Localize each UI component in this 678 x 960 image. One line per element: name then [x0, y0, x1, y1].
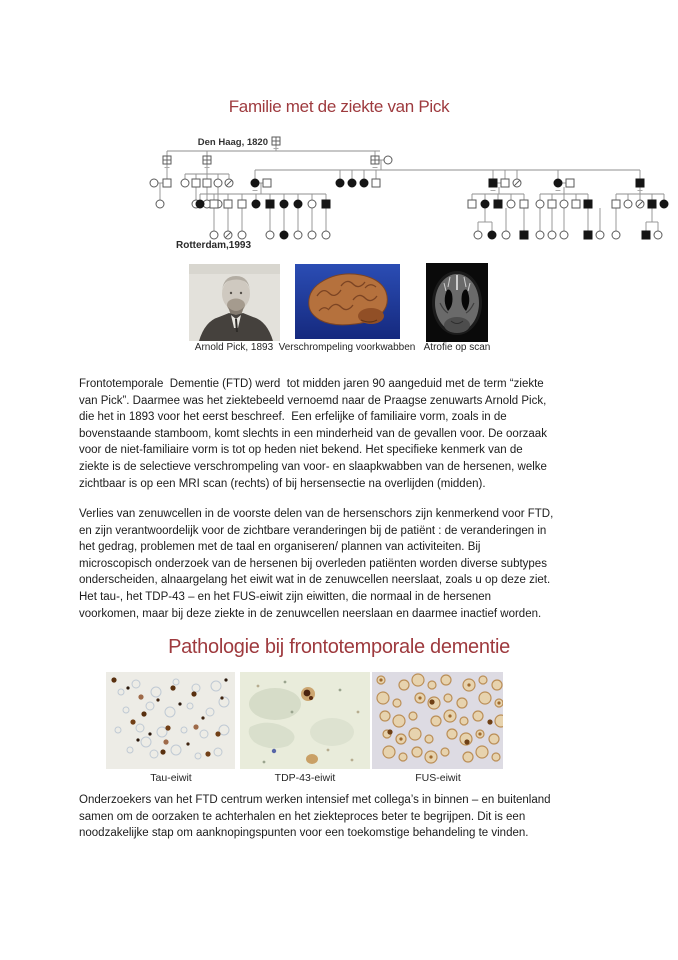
fus-caption: FUS-eiwit [415, 772, 461, 784]
section-title-pathology: Pathologie bij frontotemporale dementie [168, 636, 510, 658]
text-line: en zijn verantwoordelijk voor de zichtbare veranderingen bij de patiënt : de veranderingen in [79, 524, 547, 537]
text-line: samen om de oorzaken te achterhalen en het ziekteproces beter te begrijpen. Dit is een [79, 810, 526, 823]
portrait-caption: Arnold Pick, 1893 [194, 342, 274, 353]
paragraph-ftd-history [79, 376, 627, 492]
pedigree-diagram [88, 130, 673, 260]
fus-microscopy-image [372, 672, 503, 769]
text-line: Het tau-, het TDP-43 – en het FUS-eiwit zijn eiwitten, die normaal in de hersenen [79, 590, 492, 603]
text-line: voor de niet-familiaire vorm is tot op heden niet bekend. Het specifieke kenmerk van de [79, 444, 523, 457]
text-line: microscopisch onderzoek van de hersenen bij overleden patiënten worden diverse subtypes [79, 557, 547, 570]
arnold-pick-portrait-image [189, 264, 280, 341]
text-line: onderscheiden, alnaargelang het eiwit wat in de zenuwcellen neerslaat, zoals u op deze ziet. [79, 574, 551, 587]
tdp43-caption: TDP-43-eiwit [274, 772, 336, 784]
brain-caption: Verschrompeling voorkwabben [278, 342, 416, 353]
mri-caption: Atrofie op scan [423, 342, 491, 353]
text-line: bovenstaande stamboom, komt slechts in een minderheid van de gevallen voor. De oorzaak [79, 427, 547, 440]
text-line: van Pick”. Daarmee was het ziektebeeld vernoemd naar de Praagse zenuwarts Arnold Pick, [79, 394, 547, 407]
text-line: noodzakelijke stap om aanknopingspunten voor een toekomstige behandeling te vinden. [79, 827, 529, 840]
paragraph-neuron-loss [79, 506, 627, 622]
text-line: zichtbaar is op een MRI scan (rechts) of bij hersensectie na overlijden (midden). [79, 477, 486, 490]
text-line: Onderzoekers van het FTD centrum werken intensief met collega’s in binnen – en buitenland [79, 794, 551, 806]
text-line: ziekte is de selectieve verschrompeling van voor- en slaapkwabben van de hersenen, welke [79, 460, 547, 473]
tdp43-microscopy-image [240, 672, 370, 769]
text-line: die het in 1893 voor het eerst beschreef. Een erfelijke of familiaire vorm, zoals in de [79, 411, 507, 424]
paragraph-researchers [79, 792, 627, 842]
text-line: voorkomen, maar bij deze ziekte in de zenuwcellen neerslaan en daarmee inactief worden. [79, 607, 542, 620]
page-title: Familie met de ziekte van Pick [228, 97, 450, 116]
tau-caption: Tau-eiwit [150, 772, 192, 784]
mri-scan-image [426, 263, 488, 342]
text-line: Verlies van zenuwcellen in de voorste delen van de hersenschors zijn kenmerkend voor FTD, [79, 508, 554, 520]
text-line: Frontotemporale Dementie (FTD) werd tot midden jaren 90 aangeduid met de term “ziekte [79, 378, 544, 390]
tau-microscopy-image [106, 672, 235, 769]
text-line: het gedrag, problemen met de taal en organiseren/ plannen van activiteiten. Bij [79, 541, 481, 554]
pedigree-label-den-haag: Den Haag, 1820 [197, 137, 268, 148]
pedigree-label-rotterdam: Rotterdam,1993 [176, 240, 252, 251]
brain-specimen-image [295, 264, 400, 339]
